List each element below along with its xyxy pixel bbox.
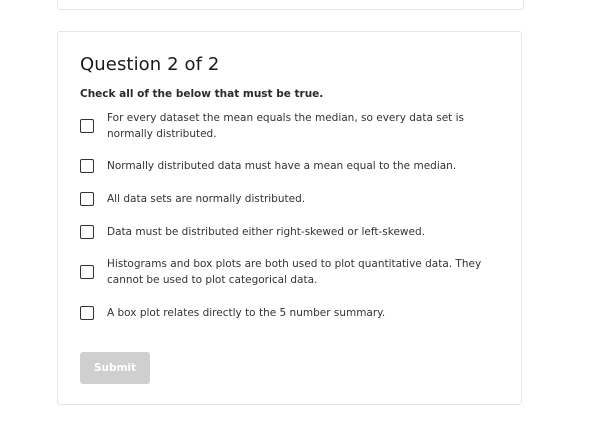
option-5-label[interactable]: Histograms and box plots are both used to plot quantitative data. They cannot be used to plot categorical data. (107, 258, 482, 286)
option-4-checkbox[interactable] (80, 225, 94, 239)
option-1[interactable] (80, 110, 500, 142)
question-instruction: Check all of the below that must be true. (80, 88, 324, 100)
option-3[interactable] (80, 191, 500, 207)
question-card (57, 31, 522, 405)
option-5-checkbox[interactable] (80, 265, 94, 279)
question-title: Question 2 of 2 (80, 54, 220, 75)
option-2-checkbox[interactable] (80, 159, 94, 173)
submit-button[interactable]: Submit (80, 352, 150, 384)
option-2-label[interactable]: Normally distributed data must have a mean equal to the median. (107, 160, 457, 172)
option-3-label[interactable]: All data sets are normally distributed. (107, 193, 306, 205)
option-5[interactable] (80, 256, 500, 288)
option-3-checkbox[interactable] (80, 192, 94, 206)
option-1-checkbox[interactable] (80, 119, 94, 133)
option-6-checkbox[interactable] (80, 306, 94, 320)
option-6-label[interactable]: A box plot relates directly to the 5 number summary. (107, 307, 386, 319)
previous-question-card (57, 0, 524, 10)
option-4-label[interactable]: Data must be distributed either right-skewed or left-skewed. (107, 226, 425, 238)
option-1-label[interactable]: For every dataset the mean equals the median, so every data set is normally distributed. (107, 112, 465, 140)
option-4[interactable] (80, 224, 500, 240)
option-6[interactable] (80, 305, 500, 321)
option-2[interactable] (80, 158, 500, 174)
